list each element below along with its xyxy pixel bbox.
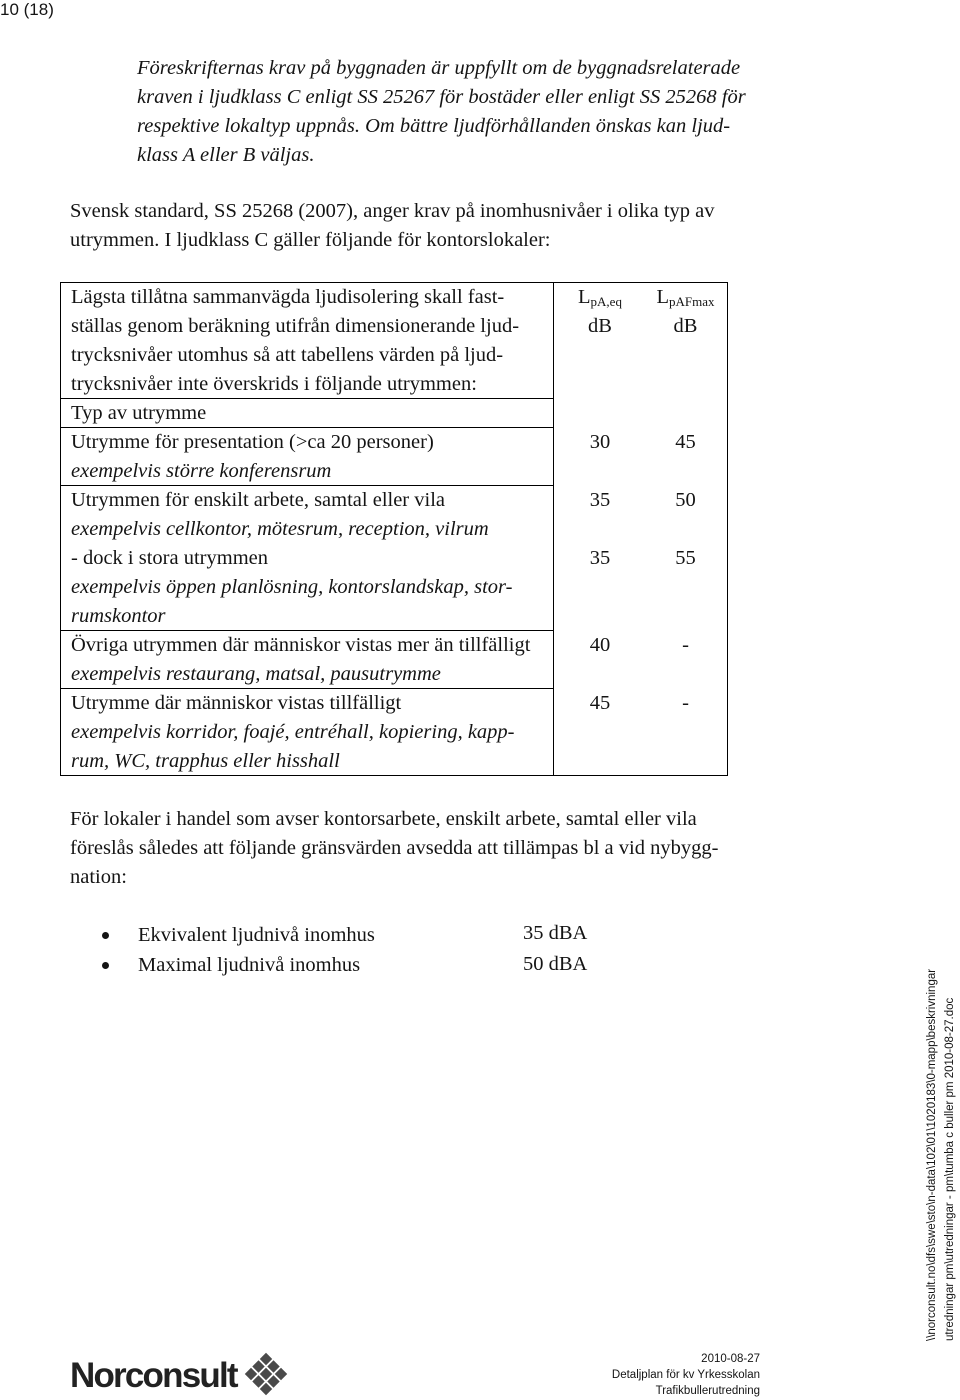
- logo-tile: [260, 1368, 272, 1380]
- l-pafmax-value: 50: [675, 489, 696, 511]
- l-pa-eq-value: 35: [589, 547, 611, 569]
- type-label: Typ av utrymme: [71, 402, 207, 424]
- retail-note-paragraph: [70, 805, 718, 892]
- l-pafmax-subscript: pAFmax: [669, 294, 715, 309]
- room-type-title: Utrymme där människor vistas tillfälligt: [71, 692, 402, 714]
- l-pafmax-value: -: [682, 634, 689, 656]
- bullet-icon: [102, 962, 109, 969]
- room-type-title: Utrymmen för enskilt arbete, samtal eller vila: [71, 489, 445, 511]
- room-subtype-title: - dock i stora utrymmen: [71, 547, 268, 569]
- room-type-example: rum, WC, trapphus eller hisshall: [71, 750, 340, 772]
- room-type-title: Utrymme för presentation (>ca 20 personer): [71, 431, 434, 453]
- table-row: [61, 428, 553, 486]
- logo-tile: [252, 1360, 264, 1372]
- room-type-example: exempelvis korridor, foajé, entréhall, kopiering, kapp-: [71, 721, 515, 743]
- logo-tile: [252, 1375, 264, 1387]
- room-subtype-example: exempelvis öppen planlösning, kontorslandskap, stor-: [71, 576, 513, 598]
- requirement-note-line: klass A eller B väljas.: [137, 144, 315, 166]
- l-pa-eq-unit: dB: [588, 315, 612, 337]
- logo-tile: [267, 1360, 279, 1372]
- l-pa-eq-value: 45: [589, 692, 611, 714]
- page-number: 10 (18): [0, 0, 54, 19]
- room-type-column: [61, 283, 554, 775]
- l-pafmax-symbol: L: [656, 286, 670, 308]
- bullet-icon: [102, 932, 109, 939]
- requirement-note-line: respektive lokaltyp uppnås. Om bättre ljudförhållanden önskas kan ljud-: [137, 115, 731, 137]
- norconsult-logo-text: Norconsult: [70, 1356, 237, 1395]
- limit-label: Ekvivalent ljudnivå inomhus: [138, 924, 375, 946]
- table-row: [61, 631, 553, 689]
- room-type-example: exempelvis restaurang, matsal, pausutrymme: [71, 663, 441, 685]
- l-pa-eq-value: 40: [589, 634, 611, 656]
- limit-label: Maximal ljudnivå inomhus: [138, 954, 361, 976]
- l-pafmax-value: -: [682, 692, 689, 714]
- l-pa-eq-header: [554, 283, 646, 312]
- logo-tile: [245, 1368, 257, 1380]
- room-type-example: exempelvis cellkontor, mötesrum, reception, vilrum: [71, 518, 489, 540]
- requirement-note-line: kraven i ljudklass C enligt SS 25267 för bostäder eller enligt SS 25268 för: [137, 86, 746, 108]
- norconsult-diamond-icon: [244, 1352, 288, 1396]
- logo-tile: [260, 1353, 272, 1365]
- table-row: [61, 689, 553, 775]
- file-path: [923, 961, 959, 1341]
- file-path-line: utredningar pm\utredningar - pm\tumba c buller pm 2010-08-27.doc: [944, 997, 956, 1341]
- l-pa-eq-value: 30: [589, 431, 611, 453]
- table-description-line: trycksnivåer inte överskrids i följande utrymmen:: [71, 373, 477, 395]
- room-subtype-example: rumskontor: [71, 605, 166, 627]
- retail-note-line: nation:: [70, 866, 127, 888]
- table-description-line: Lägsta tillåtna sammanvägda ljudisolering skall fast-: [71, 286, 505, 308]
- table-description-line: ställas genom beräkning utifrån dimensionerande ljud-: [71, 315, 520, 337]
- logo-tile: [267, 1375, 279, 1387]
- footer-project: Detaljplan för kv Yrkesskolan: [611, 1369, 760, 1381]
- room-type-title: Övriga utrymmen där människor vistas mer än tillfälligt: [71, 634, 531, 656]
- standard-intro-line: utrymmen. I ljudklass C gäller följande för kontorslokaler:: [70, 229, 551, 251]
- footer-info: [612, 1351, 760, 1399]
- requirement-note: [137, 54, 746, 170]
- footer-report: Trafikbullerutredning: [655, 1385, 760, 1397]
- standard-intro-line: Svensk standard, SS 25268 (2007), anger krav på inomhusnivåer i olika typ av: [70, 200, 715, 222]
- standard-intro-paragraph: [70, 197, 715, 255]
- limit-value: 35 dBA: [523, 922, 588, 944]
- logo-tile: [275, 1368, 287, 1380]
- retail-note-line: föreslås således att följande gränsvärden avsedda att tillämpas bl a vid nybygg-: [70, 837, 719, 859]
- table-row: [61, 486, 553, 631]
- l-pafmax-value: 45: [675, 431, 696, 453]
- file-path-line: \\norconsult.no\dfs\swe\sto\n-data\102\01\1020183\0-mapp\beskrivningar: [926, 968, 938, 1341]
- sound-level-table: [60, 282, 728, 776]
- room-type-example: exempelvis större konferensrum: [71, 460, 332, 482]
- l-pa-eq-value: 35: [589, 489, 611, 511]
- l-pafmax-header: [646, 283, 725, 312]
- table-description-cell: [61, 283, 553, 399]
- logo-tile: [260, 1383, 272, 1395]
- table-description-line: trycksnivåer utomhus så att tabellens värden på ljud-: [71, 344, 504, 366]
- l-pafmax-unit: dB: [673, 315, 698, 337]
- logo-tiles: [245, 1353, 287, 1395]
- value-columns: [554, 283, 725, 775]
- limit-value: 50 dBA: [523, 953, 588, 975]
- l-pa-eq-subscript: pA,eq: [590, 294, 622, 309]
- requirement-note-line: Föreskrifternas krav på byggnaden är uppfyllt om de byggnadsrelaterade: [137, 57, 741, 79]
- l-pafmax-value: 55: [675, 547, 696, 569]
- footer-date: 2010-08-27: [701, 1353, 760, 1365]
- retail-note-line: För lokaler i handel som avser kontorsarbete, enskilt arbete, samtal eller vila: [70, 808, 697, 830]
- l-pa-eq-symbol: L: [578, 286, 591, 308]
- type-label-cell: [61, 399, 553, 428]
